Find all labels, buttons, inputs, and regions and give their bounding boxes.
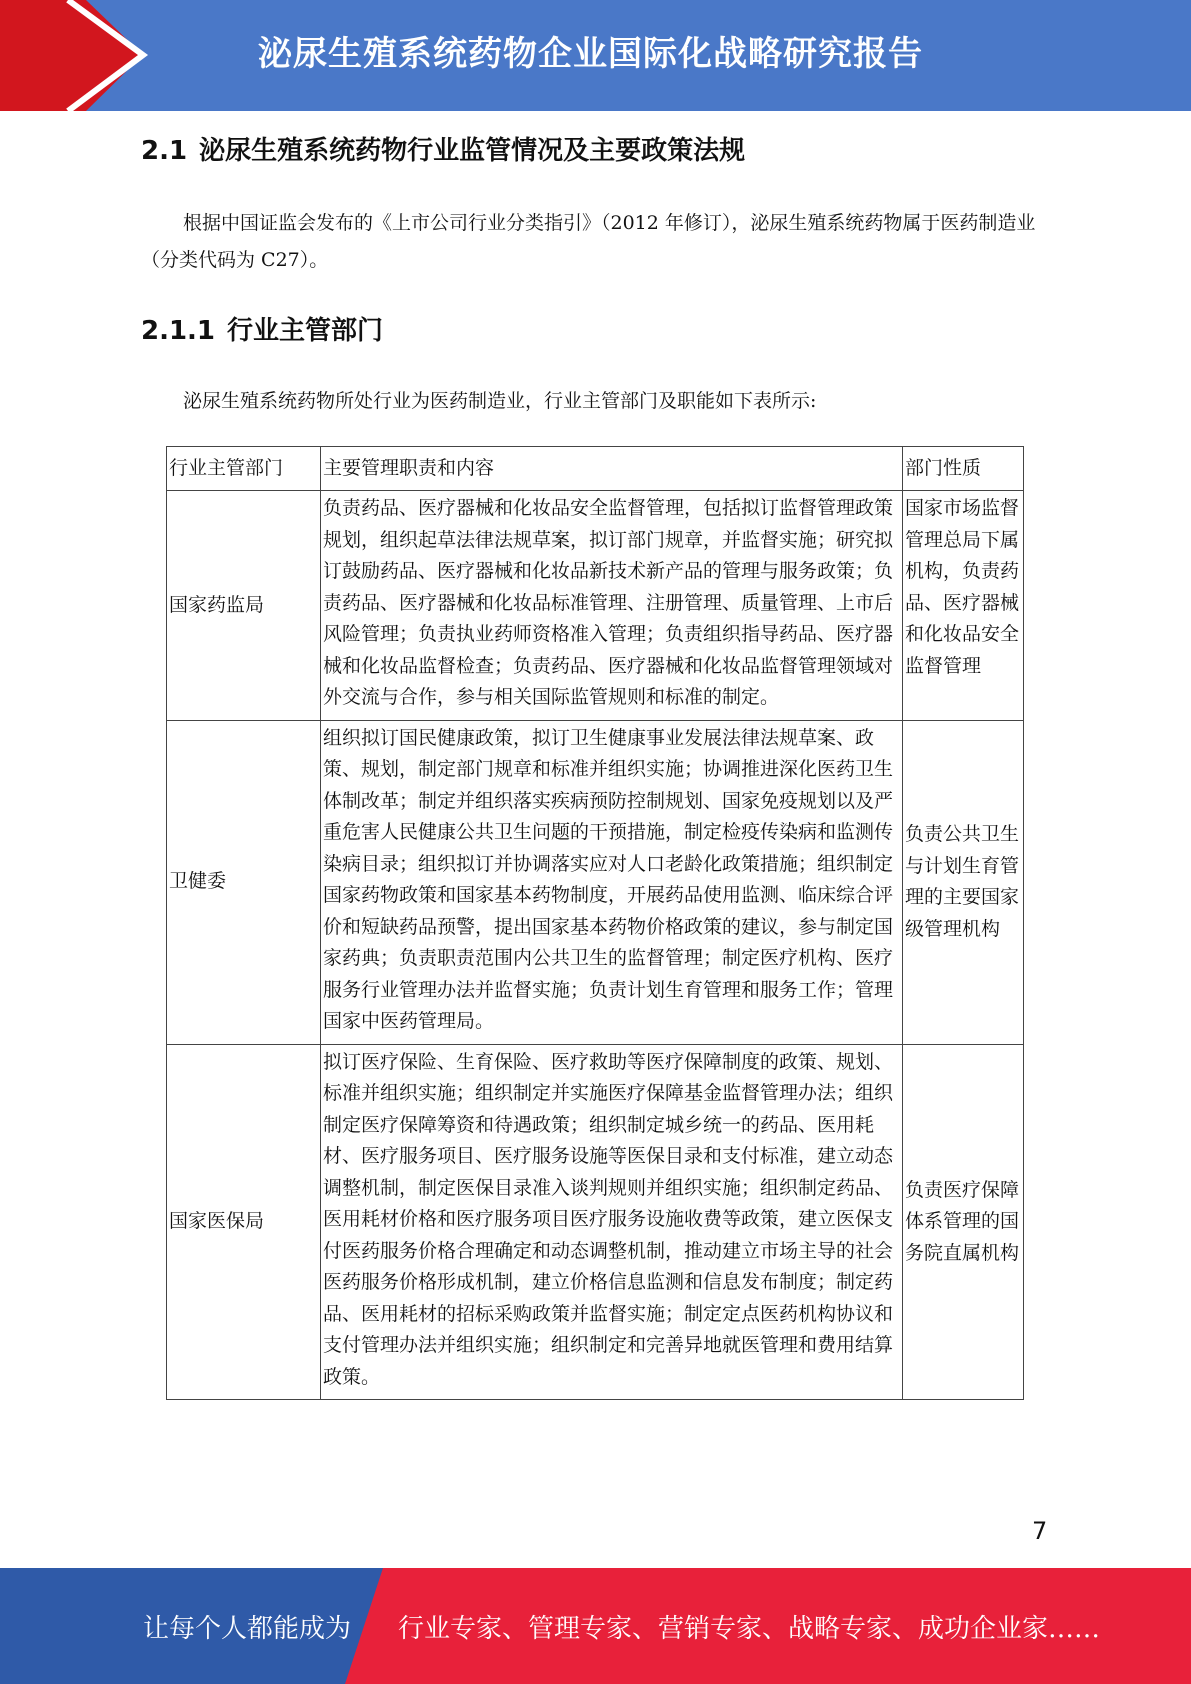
page-number: 7 bbox=[1032, 1517, 1048, 1545]
nature-cell: 负责公共卫生与计划生育管理的主要国家级管理机构 bbox=[903, 720, 1024, 1044]
table-row bbox=[167, 720, 1024, 1044]
table-row bbox=[167, 491, 1024, 721]
nature-cell: 国家市场监督管理总局下属机构，负责药品、医疗器械和化妆品安全监督管理 bbox=[903, 491, 1024, 721]
duties-cell: 拟订医疗保险、生育保险、医疗救助等医疗保障制度的政策、规划、标准并组织实施；组织制定并实施医疗保障基金监督管理办法；组织制定医疗保障筹资和待遇政策；组织制定城乡统一的药品、医用耗材、医疗服务项目、医疗服务设施等医保目录和支付标准，建立动态调整机制，制定医保目录准入谈判规则并组织实施；组织制定药品、医用耗材价格和医疗服务项目医疗服务设施收费等政策，建立医保支付医药服务价格合理确定和动态调整机制，推动建立市场主导的社会医药服务价格形成机制，建立价格信息监测和信息发布制度；制定药品、医用耗材的招标采购政策并监督实施；制定定点医药机构协议和支付管理办法并组织实施；组织制定和完善异地就医管理和费用结算政策。 bbox=[321, 1044, 903, 1400]
page-footer bbox=[0, 1568, 1191, 1684]
subsection-number: 2.1.1 bbox=[141, 316, 216, 346]
footer-slogan-left: 让每个人都能成为 bbox=[143, 1614, 352, 1644]
nature-cell: 负责医疗保障体系管理的国务院直属机构 bbox=[903, 1044, 1024, 1400]
duties-cell: 负责药品、医疗器械和化妆品安全监督管理，包括拟订监督管理政策规划，组织起草法律法规草案，拟订部门规章，并监督实施；研究拟订鼓励药品、医疗器械和化妆品新技术新产品的管理与服务政策；负责药品、医疗器械和化妆品标准管理、注册管理、质量管理、上市后风险管理；负责执业药师资格准入管理；负责组织指导药品、医疗器械和化妆品监督检查；负责药品、医疗器械和化妆品监督管理领域对外交流与合作，参与相关国际监管规则和标准的制定。 bbox=[321, 491, 903, 721]
table-header-cell: 部门性质 bbox=[903, 447, 1024, 491]
dept-cell: 国家医保局 bbox=[167, 1044, 321, 1400]
section-number: 2.1 bbox=[141, 136, 188, 166]
regulators-table bbox=[166, 446, 1024, 1400]
section-title: 泌尿生殖系统药物行业监管情况及主要政策法规 bbox=[199, 136, 746, 166]
subsection-heading bbox=[141, 310, 395, 347]
report-title: 泌尿生殖系统药物企业国际化战略研究报告 bbox=[258, 34, 923, 74]
section-heading bbox=[141, 130, 757, 167]
section-intro-paragraph: 根据中国证监会发布的《上市公司行业分类指引》（2012 年修订），泌尿生殖系统药物属于医药制造业（分类代码为 C27）。 bbox=[141, 212, 1036, 271]
subsection-title: 行业主管部门 bbox=[227, 316, 384, 346]
table-header-cell: 行业主管部门 bbox=[167, 447, 321, 491]
table-header-row bbox=[167, 447, 1024, 491]
table-header-cell: 主要管理职责和内容 bbox=[321, 447, 903, 491]
subsection-intro-paragraph: 泌尿生殖系统药物所处行业为医药制造业，行业主管部门及职能如下表所示: bbox=[183, 390, 817, 412]
dept-cell: 国家药监局 bbox=[167, 491, 321, 721]
page-header bbox=[0, 0, 1191, 111]
table-row bbox=[167, 1044, 1024, 1400]
duties-cell: 组织拟订国民健康政策，拟订卫生健康事业发展法律法规草案、政策、规划，制定部门规章和标准并组织实施；协调推进深化医药卫生体制改革；制定并组织落实疾病预防控制规划、国家免疫规划以及严重危害人民健康公共卫生问题的干预措施，制定检疫传染病和监测传染病目录；组织拟订并协调落实应对人口老龄化政策措施；组织制定国家药物政策和国家基本药物制度，开展药品使用监测、临床综合评价和短缺药品预警，提出国家基本药物价格政策的建议，参与制定国家药典；负责职责范围内公共卫生的监督管理；制定医疗机构、医疗服务行业管理办法并监督实施；负责计划生育管理和服务工作；管理国家中医药管理局。 bbox=[321, 720, 903, 1044]
footer-slogan-right: 行业专家、管理专家、营销专家、战略专家、成功企业家…… bbox=[398, 1614, 1101, 1644]
dept-cell: 卫健委 bbox=[167, 720, 321, 1044]
